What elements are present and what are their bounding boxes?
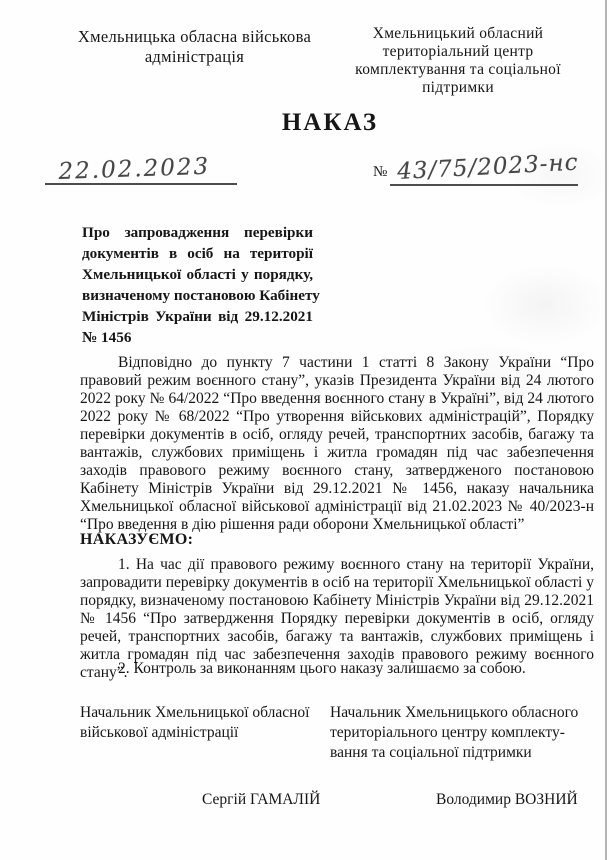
- preamble-paragraph: Відповідно до пункту 7 частини 1 статті 8 Закону України “Про правовий режим воєнного стану”, указів Президента України від 24 лютого 2022 року № 64/2022 “Про введення воєнного стану в Україні”, від 24 лютого 2022 року № 68/2022 “Про утворення військових адміністрацій”, Порядку перевірки документів в осіб, огляду речей, транспортних засобів, багажу та вантажів, службових приміщень і житла громадян під час забезпечення заходів правового режиму воєнного стану, затвердженого постановою Кабінету Міністрів України від 29.12.2021 № 1456, наказу начальника Хмельницької обласної військової адміністрації від 21.02.2023 № 40/2023-н “Про введення в дію рішення ради оборони Хмельницької області”: [80, 354, 594, 533]
- subject-line: № 1456: [82, 329, 132, 346]
- issuer-right-org-line: підтримки: [422, 79, 494, 96]
- signature-title-line: військової адміністрації: [80, 724, 239, 741]
- subject-line: визначеному постановою Кабінету: [82, 287, 320, 304]
- order-heading: НАКАЗУЄМО:: [80, 531, 194, 548]
- issuer-left-org-line: Хмельницька обласна військова: [77, 27, 312, 46]
- signature-title-line: Начальник Хмельницької обласної: [80, 704, 310, 721]
- number-sign-label: №: [373, 164, 388, 180]
- issuer-right-org-line: комплектування та соціальної: [355, 61, 561, 78]
- subject-paragraph: [82, 222, 320, 348]
- signature-title-right: [330, 703, 590, 763]
- document-title: НАКАЗ: [281, 109, 379, 136]
- scan-edge-line: [605, 0, 607, 860]
- subject-line: документів в осіб на території: [82, 245, 313, 262]
- signature-title-line: територіального центру комплекту-: [330, 724, 565, 741]
- signature-title-line: вання та соціальної підтримки: [330, 744, 532, 761]
- issuer-right-org-line: Хмельницький обласний: [372, 25, 544, 42]
- issuer-left-org-line: адміністрація: [144, 47, 245, 66]
- subject-line: Хмельницької області у порядку,: [82, 266, 313, 283]
- order-item-1: 1. На час дії правового режиму воєнного стану на території України, запровадити перевірку документів в осіб на території Хмельницької області у порядку, визначеному постановою Кабінету Міністрів України від 29.12.2021 № 1456 “Про затвердження Порядку перевірки документів в осіб, огляду речей, транспортних засобів, багажу та вантажів, службових приміщень і житла громадян під час забезпечення заходів правового режиму воєнного стану”.: [80, 556, 594, 681]
- signer-name-right: Володимир ВОЗНИЙ: [436, 791, 578, 808]
- handwritten-number: 43/75/2023-нс: [396, 149, 580, 185]
- subject-line: Міністрів України від 29.12.2021: [82, 308, 313, 325]
- signature-title-left: [80, 703, 340, 743]
- signature-title-line: Начальник Хмельницького обласного: [330, 704, 579, 721]
- issuer-left-org: [72, 27, 317, 67]
- issuer-right-org-line: територіальний центр: [382, 43, 534, 60]
- signer-name-left: Сергій ГАМАЛІЙ: [202, 791, 321, 808]
- date-underline: [45, 153, 237, 185]
- subject-line: Про запровадження перевірки: [82, 224, 313, 241]
- handwritten-date: 22.02.2023: [58, 153, 211, 185]
- order-item-2: 2. Контроль за виконанням цього наказу залишаємо за собою.: [118, 660, 526, 677]
- number-underline: [390, 151, 578, 186]
- issuer-right-org: [336, 25, 580, 97]
